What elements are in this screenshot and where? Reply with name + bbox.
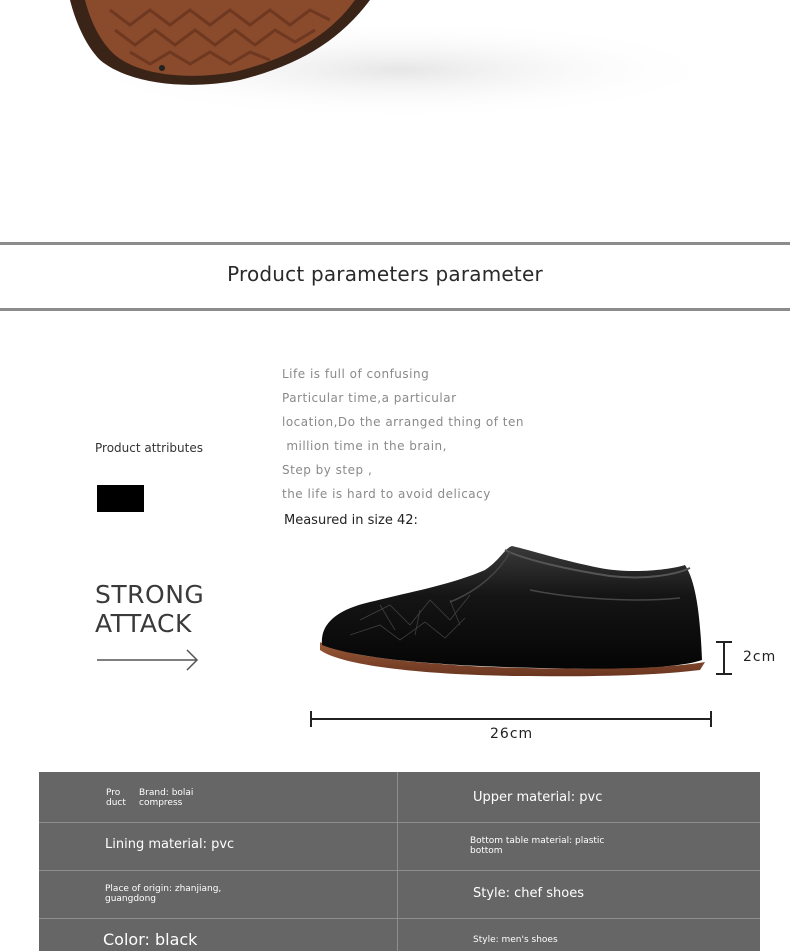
style-chef: Style: chef shoes	[473, 886, 584, 901]
table-cell	[39, 823, 397, 870]
origin-line-1: Place of origin: zhanjiang,	[105, 884, 222, 894]
section-top-rule	[0, 242, 790, 245]
table-row	[39, 772, 760, 822]
shoe-product-image	[300, 530, 780, 750]
table-cell	[397, 919, 760, 951]
intro-text	[282, 365, 542, 509]
product-attributes-label: Product attributes	[95, 441, 203, 455]
table-cell	[39, 919, 397, 951]
slogan	[95, 580, 204, 638]
intro-line: Particular time,a particular	[282, 391, 457, 405]
table-row	[39, 822, 760, 870]
slogan-line-2: ATTACK	[95, 609, 192, 638]
brand-line-1: Brand: bolai	[139, 788, 194, 798]
color-value: Color: black	[103, 930, 198, 949]
shoe-sole-image	[0, 0, 790, 230]
product-label	[106, 788, 126, 808]
product-label-line-1: Pro	[106, 788, 121, 798]
bottom-material	[470, 836, 604, 856]
section-title: Product parameters parameter	[227, 262, 543, 286]
lining-material: Lining material: pvc	[105, 837, 235, 852]
intro-line: million time in the brain,	[282, 439, 447, 453]
upper-material: Upper material: pvc	[473, 790, 603, 805]
table-cell	[39, 871, 397, 918]
measured-size-note: Measured in size 42:	[284, 513, 418, 528]
slogan-line-1: STRONG	[95, 580, 205, 609]
brand-line-2: compress	[139, 798, 183, 808]
origin-line-2: guangdong	[105, 894, 156, 904]
attribute-color-swatch	[97, 485, 144, 512]
bottom-material-line-1: Bottom table material: plastic	[470, 836, 605, 846]
table-cell	[397, 871, 760, 918]
table-cell	[397, 772, 760, 822]
length-dimension-label: 26cm	[490, 726, 534, 742]
brand-value	[139, 788, 193, 808]
bottom-material-line-2: bottom	[470, 846, 503, 856]
product-label-line-2: duct	[106, 798, 126, 808]
intro-line: the life is hard to avoid delicacy	[282, 487, 491, 501]
parameter-table	[39, 772, 760, 951]
intro-line: Step by step ,	[282, 463, 373, 477]
height-dimension-label: 2cm	[743, 649, 777, 665]
style-mens: Style: men's shoes	[473, 935, 558, 945]
arrow-right-icon	[95, 648, 201, 672]
place-of-origin	[105, 884, 221, 904]
table-row	[39, 870, 760, 918]
section-bottom-rule	[0, 308, 790, 311]
table-cell	[39, 772, 397, 822]
intro-line: location,Do the arranged thing of ten	[282, 415, 524, 429]
table-row	[39, 918, 760, 951]
intro-line: Life is full of confusing	[282, 367, 430, 381]
table-cell	[397, 823, 760, 870]
